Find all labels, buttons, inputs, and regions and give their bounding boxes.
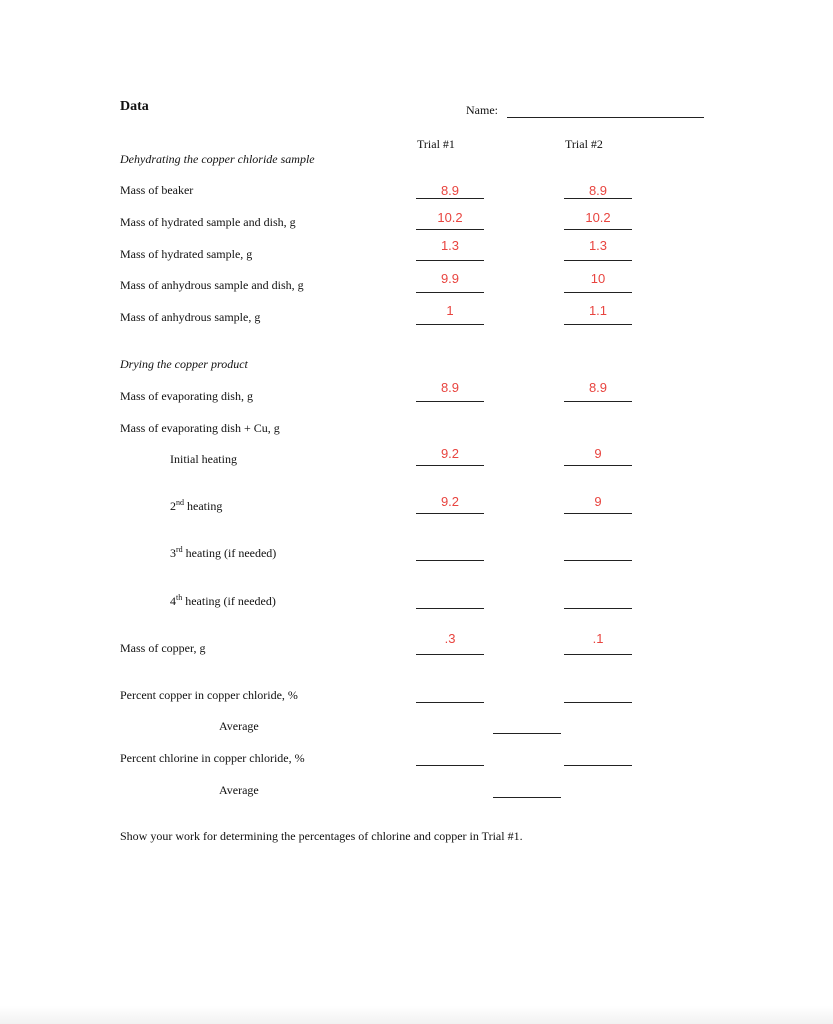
- trial1-blank[interactable]: [416, 229, 484, 230]
- trial2-value: 10: [590, 271, 606, 286]
- trial1-blank[interactable]: [416, 765, 484, 766]
- trial2-blank[interactable]: [564, 292, 632, 293]
- row-label: Mass of hydrated sample and dish, g: [120, 215, 296, 229]
- trial1-blank[interactable]: [416, 198, 484, 199]
- heating-label: heating: [184, 499, 223, 513]
- trial1-blank[interactable]: [416, 465, 484, 466]
- ordinal-number: 4: [170, 594, 176, 608]
- dehydrating-heading: Dehydrating the copper chloride sample: [120, 152, 315, 166]
- trial1-blank[interactable]: [416, 560, 484, 561]
- average-blank[interactable]: [493, 733, 561, 734]
- trial2-blank[interactable]: [564, 260, 632, 261]
- row-label: Mass of evaporating dish, g: [120, 389, 253, 403]
- ordinal-number: 2: [170, 499, 176, 513]
- heating-label: heating (if needed): [182, 546, 277, 560]
- page-title: Data: [120, 99, 149, 114]
- average-label: Average: [219, 783, 259, 797]
- trial1-value: 1: [446, 303, 454, 318]
- row-label: Mass of evaporating dish + Cu, g: [120, 421, 280, 435]
- row-label: Mass of hydrated sample, g: [120, 247, 253, 261]
- row-label: Mass of anhydrous sample and dish, g: [120, 278, 304, 292]
- trial1-value: 8.9: [440, 380, 460, 395]
- trial1-value: 1.3: [440, 238, 460, 253]
- page-bottom-edge: [0, 1006, 833, 1024]
- trial1-value: .3: [444, 631, 456, 646]
- drying-heading: Drying the copper product: [120, 357, 248, 371]
- row-label: [170, 499, 222, 514]
- trial2-blank[interactable]: [564, 465, 632, 466]
- trial1-blank[interactable]: [416, 324, 484, 325]
- trial2-value: 8.9: [588, 183, 608, 198]
- trial1-header: Trial #1: [417, 137, 455, 151]
- row-label: Initial heating: [170, 452, 237, 466]
- trial2-blank[interactable]: [564, 560, 632, 561]
- trial2-value: 9: [594, 446, 602, 461]
- trial1-value: 9.2: [440, 494, 460, 509]
- trial1-value: 9.2: [440, 446, 460, 461]
- row-label: Mass of beaker: [120, 183, 194, 197]
- trial2-blank[interactable]: [564, 765, 632, 766]
- ordinal-suffix: nd: [176, 498, 184, 507]
- work-instruction: Show your work for determining the percentages of chlorine and copper in Trial #1.: [120, 829, 523, 843]
- trial1-value: 10.2: [437, 210, 463, 225]
- trial2-blank[interactable]: [564, 513, 632, 514]
- average-label: Average: [219, 719, 259, 733]
- trial2-blank[interactable]: [564, 608, 632, 609]
- trial2-value: 10.2: [585, 210, 611, 225]
- trial2-value: .1: [592, 631, 604, 646]
- heating-label: heating (if needed): [182, 594, 276, 608]
- row-label: Percent chlorine in copper chloride, %: [120, 751, 305, 765]
- trial2-header: Trial #2: [565, 137, 603, 151]
- trial2-value: 1.1: [588, 303, 608, 318]
- row-label: Mass of anhydrous sample, g: [120, 310, 261, 324]
- ordinal-suffix: th: [176, 593, 183, 602]
- trial2-value: 9: [594, 494, 602, 509]
- trial1-blank[interactable]: [416, 702, 484, 703]
- trial2-blank[interactable]: [564, 401, 632, 402]
- trial2-value: 8.9: [588, 380, 608, 395]
- trial1-blank[interactable]: [416, 608, 484, 609]
- trial1-blank[interactable]: [416, 260, 484, 261]
- trial2-blank[interactable]: [564, 702, 632, 703]
- trial2-blank[interactable]: [564, 198, 632, 199]
- average-blank[interactable]: [493, 797, 561, 798]
- trial1-value: 8.9: [440, 183, 460, 198]
- row-label: Mass of copper, g: [120, 641, 206, 655]
- trial1-blank[interactable]: [416, 654, 484, 655]
- ordinal-suffix: rd: [176, 545, 183, 554]
- trial2-value: 1.3: [588, 238, 608, 253]
- trial1-blank[interactable]: [416, 513, 484, 514]
- trial2-blank[interactable]: [564, 654, 632, 655]
- ordinal-number: 3: [170, 546, 176, 560]
- row-label: [170, 546, 276, 561]
- trial1-blank[interactable]: [416, 292, 484, 293]
- name-field[interactable]: [507, 117, 704, 118]
- name-label: Name:: [466, 103, 498, 117]
- trial2-blank[interactable]: [564, 229, 632, 230]
- row-label: [170, 594, 276, 609]
- trial1-value: 9.9: [440, 271, 460, 286]
- trial2-blank[interactable]: [564, 324, 632, 325]
- row-label: Percent copper in copper chloride, %: [120, 688, 298, 702]
- trial1-blank[interactable]: [416, 401, 484, 402]
